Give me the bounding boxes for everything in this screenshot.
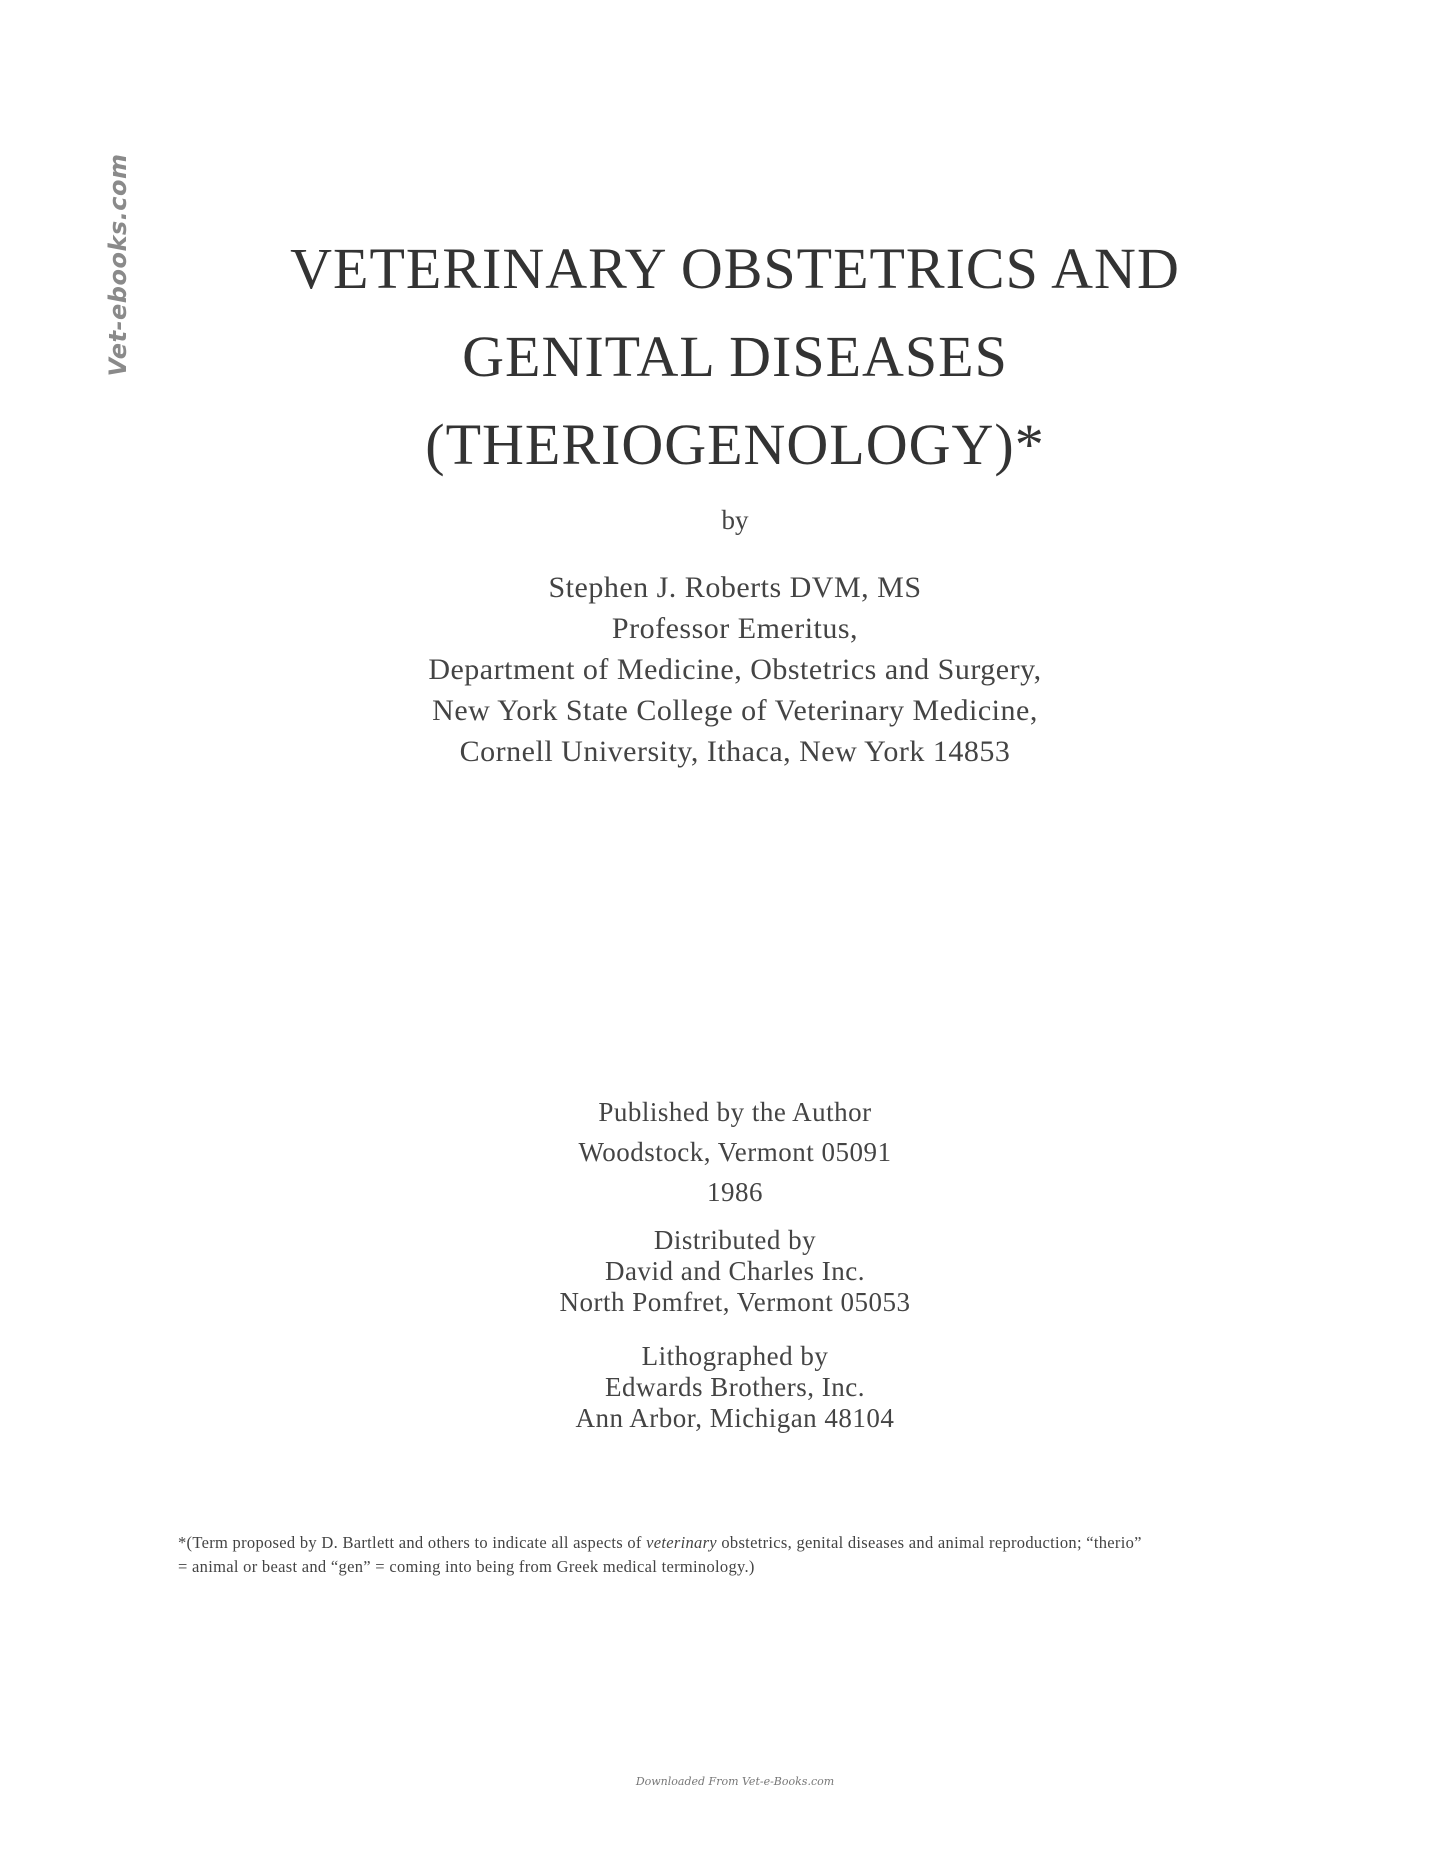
lithography-block [0,1341,1445,1434]
footnote-line-1: *(Term proposed by D. Bartlett and others to indicate all aspects of veterinary obstetrics, genital diseases and animal reproduction; “therio” [178,1533,1142,1552]
distribution-block [0,1225,1445,1318]
author-block [0,567,1445,772]
title-line-1: VETERINARY OBSTETRICS AND [290,236,1180,301]
by-label: by [721,505,749,535]
author-position: Professor Emeritus, [611,612,859,645]
vet-ebooks-watermark-logo: Vet-ebooks.com [104,153,132,377]
author-university: Cornell University, Ithaca, New York 14853 [459,735,1011,768]
download-source-footer: Downloaded From Vet-e-Books.com [635,1775,835,1788]
distribution-label: Distributed by [653,1225,817,1255]
lithography-location: Ann Arbor, Michigan 48104 [575,1403,895,1433]
title-line-3: (THERIOGENOLOGY)* [425,412,1045,477]
publication-block [0,1092,1445,1212]
lithography-company: Edwards Brothers, Inc. [605,1372,865,1402]
author-department: Department of Medicine, Obstetrics and Surgery, [428,653,1042,686]
publication-location: Woodstock, Vermont 05091 [578,1137,892,1167]
book-title [0,225,1445,489]
footnote [178,1531,1293,1579]
distribution-company: David and Charles Inc. [605,1256,865,1286]
author-college: New York State College of Veterinary Medicine, [432,694,1038,727]
publisher: Published by the Author [598,1097,872,1127]
author-name: Stephen J. Roberts DVM, MS [548,571,922,604]
lithography-label: Lithographed by [641,1341,829,1371]
publication-year: 1986 [707,1177,763,1207]
distribution-location: North Pomfret, Vermont 05053 [559,1287,911,1317]
footnote-line-2: = animal or beast and “gen” = coming into being from Greek medical terminology.) [178,1557,755,1576]
title-line-2: GENITAL DISEASES [462,324,1008,389]
